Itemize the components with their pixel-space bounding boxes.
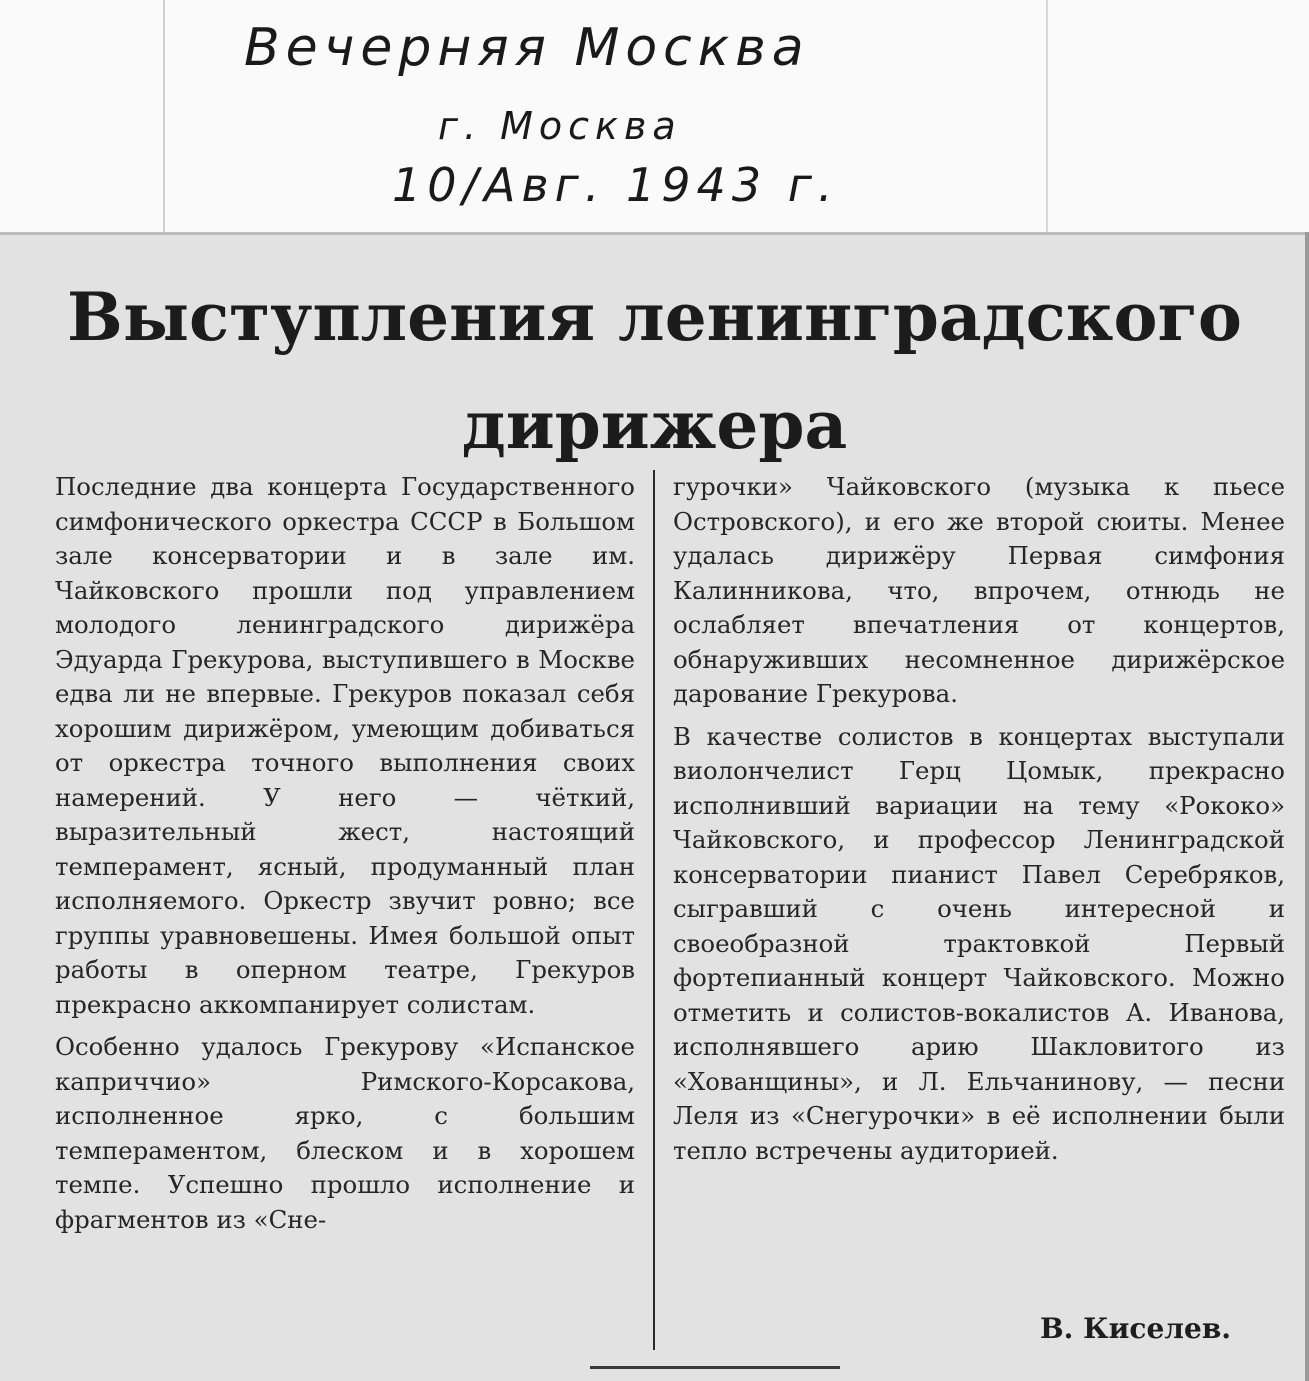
bottom-rule [590, 1366, 840, 1369]
article-paragraph: Последние два концерта Государственного симфонического оркестра СССР в Большом зале консерватории и в зале им. Чайковского прошли под управлением молодого ленинградского дирижёра Эдуарда Грекурова, выступившего в Москве едва ли не впервые. Грекуров показал себя хорошим дирижёром, умеющим добиваться от оркестра точного выполнения своих намерений. У него — чёткий, выразительный жест, настоящий темперамент, ясный, продуманный план исполняемого. Оркестр звучит ровно; все группы уравновешены. Имея большой опыт работы в оперном театре, Грекуров прекрасно аккомпанирует солистам. [55, 472, 635, 1019]
column-divider [653, 470, 655, 1350]
author-signature: В. Киселев. [1040, 1312, 1232, 1345]
card-border-right [1046, 0, 1048, 232]
article-right-column [673, 470, 1285, 1176]
archive-label-card [0, 0, 1309, 232]
card-border-left [163, 0, 165, 232]
newspaper-clipping [0, 232, 1309, 1381]
article-paragraph: гурочки» Чайковского (музыка к пьесе Островского), и его же второй сюиты. Менее удалась дирижёру Первая симфония Калинникова, что, впрочем, отнюдь не ослабляет впечатления от концертов, обнаруживших несомненное дирижёрское дарование Грекурова. [673, 472, 1285, 708]
clipping-top-edge [0, 232, 1309, 235]
article-paragraph: В качестве солистов в концертах выступали виолончелист Герц Цомык, прекрасно исполнивший вариации на тему «Рококо» Чайковского, и профессор Ленинградской консерватории пианист Павел Серебряков, сыгравший с очень интересной и своеобразной трактовкой Первый фортепианный концерт Чайковского. Можно отметить и солистов-вокалистов А. Иванова, исполнявшего арию Шакловитого из «Хованщины», и Л. Ельчанинову, — песни Леля из «Снегурочки» в её исполнении были тепло встречены аудиторией. [673, 721, 1285, 1165]
article-paragraph: Особенно удалось Грекурову «Испанское каприччио» Римского-Корсакова, исполненное ярко, с большим темпераментом, блеском и в хорошем темпе. Успешно прошло исполнение и фрагментов из «Сне- [55, 1032, 635, 1234]
headline-line-1: Выступления ленинградского [67, 278, 1242, 356]
handwritten-city: г. Москва [438, 104, 682, 148]
headline-line-2: дирижера [461, 386, 848, 464]
article-left-column [55, 470, 635, 1245]
handwritten-newspaper-name: Вечерняя Москва [244, 18, 810, 78]
handwritten-date: 10/Авг. 1943 г. [392, 158, 839, 212]
